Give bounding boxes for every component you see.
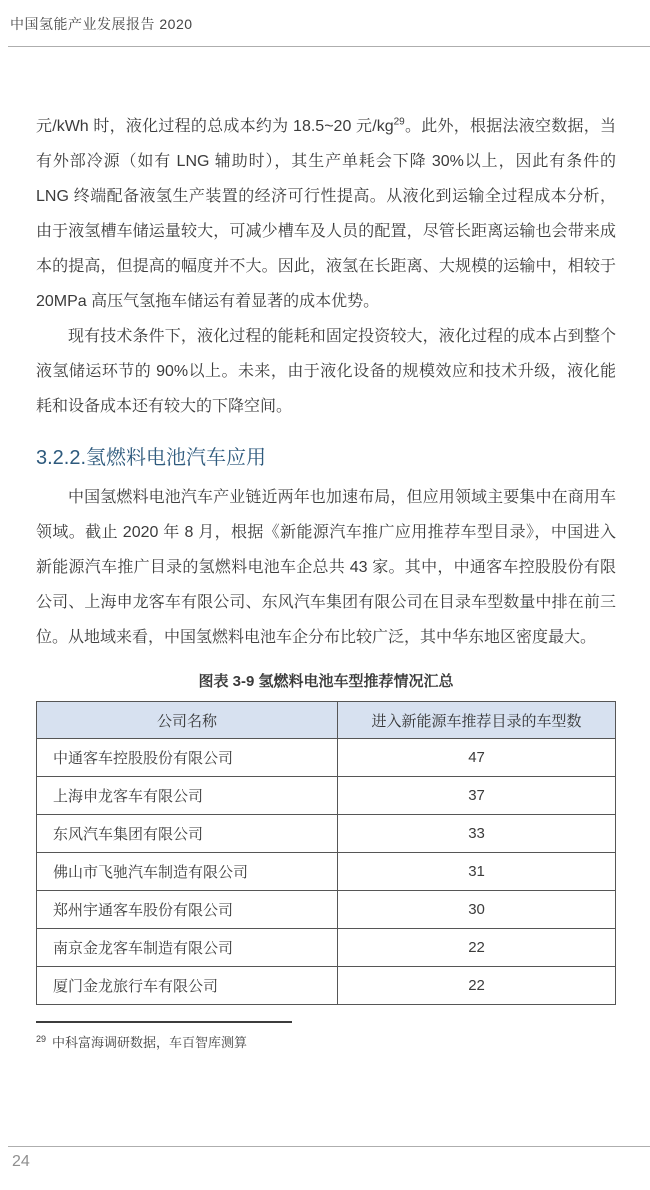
count-cell: 22 — [338, 929, 616, 967]
company-cell: 佛山市飞驰汽车制造有限公司 — [37, 853, 338, 891]
table-row — [37, 739, 616, 777]
footnote-text: 中科富海调研数据，车百智库测算 — [52, 1035, 248, 1050]
paragraph-1-text-continued: 。此外，根据法液空数据，当有外部冷源（如有 LNG 辅助时），其生产单耗会下降 30%以上，因此有条件的 LNG 终端配备液氢生产装置的经济可行性提高。从液化到运输全过程成本分析，由于液氢槽车储运量较大，可减少槽车及人员的配置，尽管长距离运输也会带来成本的提高，但提高的幅度并不大。因此，液氢在长距离、大规模的运输中，相较于 20MPa 高压气氢拖车储运有着显著的成本优势。 — [36, 118, 616, 310]
column-header-model-count: 进入新能源车推荐目录的车型数 — [338, 702, 616, 739]
report-title: 中国氢能产业发展报告 2020 — [10, 16, 193, 32]
table-row — [37, 815, 616, 853]
count-cell: 30 — [338, 891, 616, 929]
table-header-row — [37, 702, 616, 739]
body-paragraph-2: 现有技术条件下，液化过程的能耗和固定投资较大，液化过程的成本占到整个液氢储运环节的 90%以上。未来，由于液化设备的规模效应和技术升级，液化能耗和设备成本还有较大的下降空间。 — [36, 328, 616, 415]
count-cell: 31 — [338, 853, 616, 891]
company-cell: 中通客车控股股份有限公司 — [37, 739, 338, 777]
table-row — [37, 967, 616, 1005]
company-cell: 上海申龙客车有限公司 — [37, 777, 338, 815]
table-row — [37, 929, 616, 967]
footnote-divider — [36, 1021, 292, 1023]
footnote-block — [36, 1021, 616, 1051]
count-cell: 37 — [338, 777, 616, 815]
table-row — [37, 777, 616, 815]
fcv-recommendation-table — [36, 701, 616, 1005]
company-cell: 东风汽车集团有限公司 — [37, 815, 338, 853]
section-heading-3-2-2: 3.2.2.氢燃料电池汽车应用 — [36, 447, 267, 469]
column-header-company: 公司名称 — [37, 702, 338, 739]
table-row — [37, 853, 616, 891]
footnote — [36, 1032, 616, 1051]
footnote-marker: 29 — [36, 1033, 47, 1044]
table-row — [37, 891, 616, 929]
table-caption: 图表 3-9 氢燃料电池车型推荐情况汇总 — [198, 673, 454, 690]
page-footer — [8, 1146, 650, 1190]
body-paragraph-1 — [36, 109, 616, 319]
body-paragraph-3: 中国氢燃料电池汽车产业链近两年也加速布局，但应用领域主要集中在商用车领域。截止 2020 年 8 月，根据《新能源汽车推广应用推荐车型目录》，中国进入新能源汽车推广目录的氢燃料电池车企总共 43 家。其中，中通客车控股股份有限公司、上海申龙客车有限公司、东风汽车集团有限公司在目录车型数量中排在前三位。从地域来看，中国氢燃料电池车企分布比较广泛，其中华东地区密度最大。 — [36, 489, 616, 646]
page-number: 24 — [12, 1153, 30, 1170]
page-header — [8, 0, 650, 47]
count-cell: 47 — [338, 739, 616, 777]
paragraph-1-text: 元/kWh 时，液化过程的总成本约为 18.5~20 元/kg — [36, 118, 394, 135]
company-cell: 南京金龙客车制造有限公司 — [37, 929, 338, 967]
count-cell: 22 — [338, 967, 616, 1005]
company-cell: 厦门金龙旅行车有限公司 — [37, 967, 338, 1005]
company-cell: 郑州宇通客车股份有限公司 — [37, 891, 338, 929]
page-content — [36, 47, 616, 1051]
count-cell: 33 — [338, 815, 616, 853]
footnote-reference-29: 29 — [393, 116, 405, 128]
